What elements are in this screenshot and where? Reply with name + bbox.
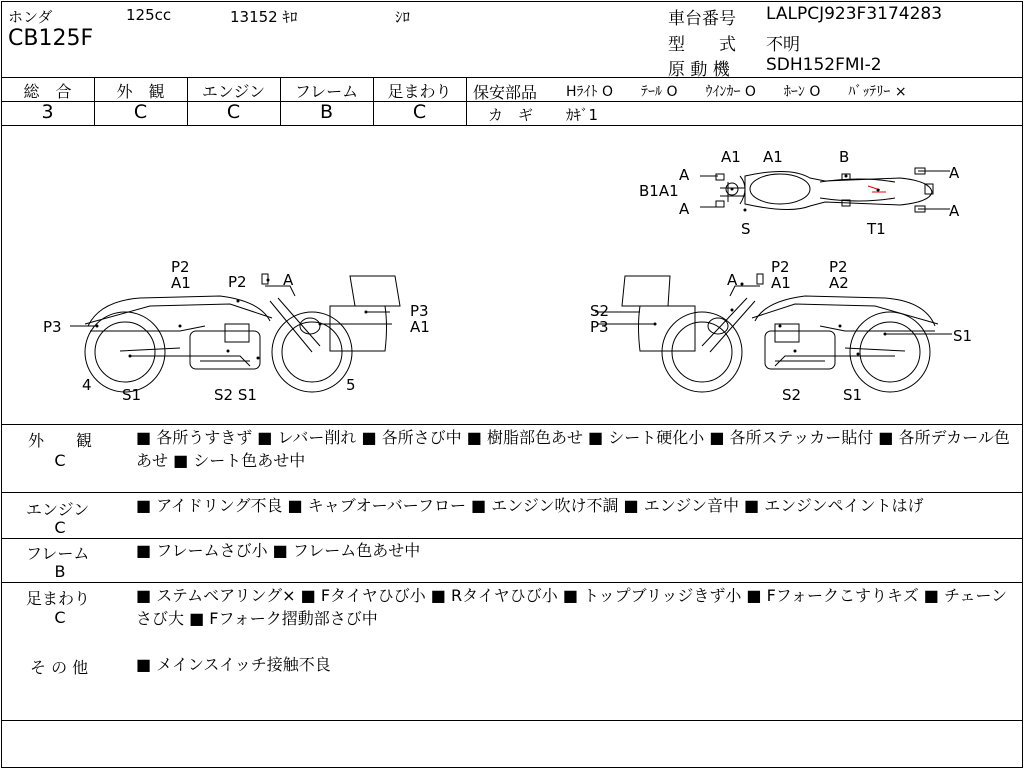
section-label-engine: エンジン bbox=[26, 500, 90, 519]
engine-no: SDH152FMI-2 bbox=[766, 55, 882, 75]
frame-no: LALPCJ923F3174283 bbox=[766, 4, 943, 24]
grade-label-exterior: 外 観 bbox=[116, 82, 165, 101]
divider bbox=[467, 101, 1022, 102]
key-label: カ ギ bbox=[488, 106, 534, 124]
grade-label-overall: 総 合 bbox=[23, 82, 72, 101]
label-A: A bbox=[949, 202, 960, 220]
frame-no-label: 車台番号 bbox=[668, 9, 736, 29]
label-P2: P2 bbox=[771, 258, 790, 276]
section-label-suspension: 足まわり bbox=[26, 589, 91, 608]
grade-label-frame: フレーム bbox=[294, 82, 359, 101]
grade-engine: C bbox=[226, 101, 241, 123]
label-A1: A1 bbox=[721, 148, 741, 166]
divider bbox=[466, 77, 467, 125]
section-grade-frame: B bbox=[54, 562, 66, 581]
grade-label-engine: エンジン bbox=[201, 82, 266, 101]
label-A1: A1 bbox=[771, 274, 791, 292]
safety-title: 保安部品 bbox=[473, 83, 538, 102]
section-grade-exterior: C bbox=[54, 451, 66, 470]
section-text-engine: ■ アイドリング不良 ■ キャブオーバーフロー ■ エンジン吹け不調 ■ エンジン音中 ■ エンジンペイントはげ bbox=[136, 496, 924, 515]
engine-no-label: 原 動 機 bbox=[668, 60, 730, 80]
label-P2: P2 bbox=[228, 273, 247, 291]
section-label-other: そ の 他 bbox=[30, 658, 89, 677]
displacement: 125cc bbox=[126, 6, 172, 24]
section-grade-suspension: C bbox=[54, 608, 66, 627]
model-name: CB125F bbox=[8, 26, 94, 51]
label-P2: P2 bbox=[829, 258, 848, 276]
label-4: 4 bbox=[82, 376, 92, 394]
label-B: B bbox=[839, 148, 850, 166]
safety-items: Hﾗｲﾄ O ﾃｰﾙ O ｳｲﾝｶｰ O ﾎｰﾝ O ﾊﾞｯﾃﾘｰ × bbox=[566, 84, 907, 100]
maker: ホンダ bbox=[8, 8, 53, 26]
label-S2: S2 bbox=[782, 386, 802, 404]
grade-overall: 3 bbox=[41, 101, 54, 123]
label-T1: T1 bbox=[867, 220, 886, 238]
section-text-exterior: ■ 各所うすきず ■ レバー削れ ■ 各所さび中 ■ 樹脂部色あせ ■ シート硬化小 ■ 各所ステッカー貼付 ■ 各所デカール色あせ ■ シート色あせ中 bbox=[136, 428, 1010, 470]
label-B1A1: B1A1 bbox=[639, 182, 679, 200]
color: ｼﾛ bbox=[395, 8, 411, 26]
label-S: S bbox=[741, 220, 751, 238]
label-S1: S1 bbox=[953, 327, 973, 345]
type-label: 型 式 bbox=[668, 35, 736, 55]
section-label-exterior: 外 観 bbox=[28, 431, 93, 450]
label-A: A bbox=[679, 200, 690, 218]
label-P2: P2 bbox=[171, 258, 190, 276]
divider bbox=[1, 720, 1022, 721]
section-label-frame: フレーム bbox=[26, 544, 90, 563]
top-view-motorcycle bbox=[716, 168, 933, 212]
label-A: A bbox=[679, 166, 690, 184]
label-S1: S1 bbox=[122, 386, 142, 404]
label-S1: S1 bbox=[843, 386, 863, 404]
mileage: 13152 ｷﾛ bbox=[230, 8, 298, 26]
label-A2: A2 bbox=[829, 274, 849, 292]
divider bbox=[1, 424, 1022, 425]
divider bbox=[1, 77, 1022, 78]
divider bbox=[1, 492, 1022, 493]
label-A1: A1 bbox=[171, 274, 191, 292]
section-text-frame: ■ フレームさび小 ■ フレーム色あせ中 bbox=[136, 541, 421, 560]
divider bbox=[1, 582, 1022, 583]
label-A1: A1 bbox=[763, 148, 783, 166]
label-A: A bbox=[949, 164, 960, 182]
type-value: 不明 bbox=[766, 35, 800, 55]
label-A: A bbox=[727, 271, 738, 289]
grade-label-suspension: 足まわり bbox=[387, 82, 452, 101]
grade-suspension: C bbox=[412, 101, 427, 123]
section-grade-engine: C bbox=[54, 518, 66, 537]
label-P3: P3 bbox=[590, 318, 609, 336]
key-value: ｶｷﾞ1 bbox=[566, 106, 599, 124]
label-5: 5 bbox=[346, 376, 356, 394]
left-side-motorcycle bbox=[85, 274, 400, 392]
label-A: A bbox=[283, 271, 294, 289]
label-P3: P3 bbox=[43, 318, 62, 336]
label-S2-S1: S2 S1 bbox=[214, 386, 257, 404]
label-P3: P3 bbox=[410, 302, 429, 320]
section-text-other: ■ メインスイッチ接触不良 bbox=[136, 655, 331, 674]
grade-frame: B bbox=[319, 101, 334, 123]
damage-diagram bbox=[0, 126, 1024, 424]
section-text-suspension: ■ ステムベアリング× ■ Fタイヤひび小 ■ Rタイヤひび小 ■ トップブリッジきず小 ■ Fフォークこすりキズ ■ チェーンさび大 ■ Fフォーク摺動部さび中 bbox=[136, 586, 1008, 628]
label-S2: S2 bbox=[590, 302, 610, 320]
label-A1: A1 bbox=[410, 318, 430, 336]
grade-exterior: C bbox=[133, 101, 148, 123]
